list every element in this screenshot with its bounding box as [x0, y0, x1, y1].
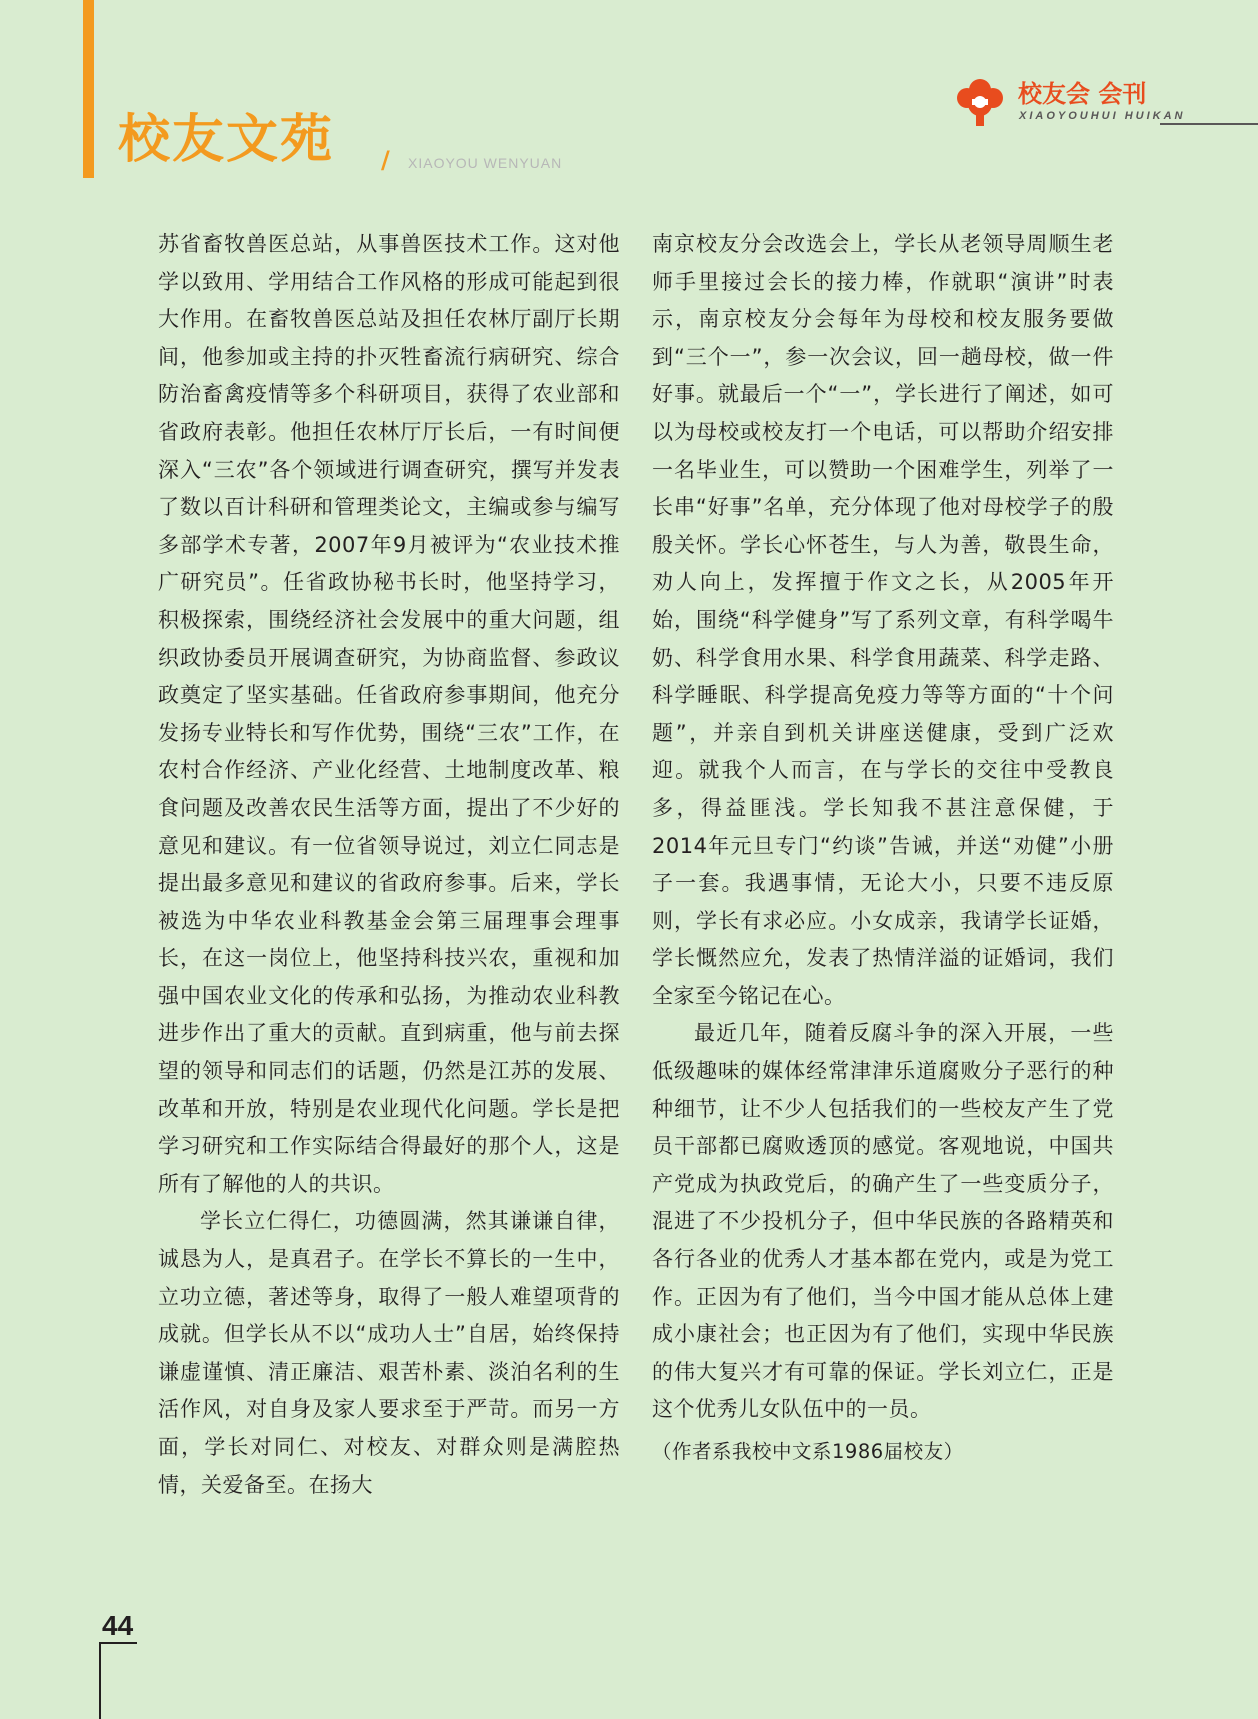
corner-mark [99, 1642, 137, 1644]
accent-bar [83, 0, 94, 178]
paragraph: 学长立仁得仁，功德圆满，然其谦谦自律，诚恳为人，是真君子。在学长不算长的一生中，立功立德，著述等身，取得了一般人难望项背的成就。但学长从不以“成功人士”自居，始终保持谦虚谨慎、清正廉洁、艰苦朴素、淡泊名利的生活作风，对自身及家人要求至于严苛。而另一方面，学长对同仁、对校友、对群众则是满腔热情，关爱备至。在扬大 [158, 1209, 620, 1497]
section-subtitle: XIAOYOU WENYUAN [408, 155, 563, 171]
title-slash: / [381, 146, 390, 174]
header-divider [1160, 123, 1258, 125]
article-column-left [158, 226, 620, 1504]
article-column-right [652, 226, 1114, 1471]
magazine-brand-subtitle: XIAOYOUHUI HUIKAN [1019, 110, 1186, 122]
author-signoff: （作者系我校中文系1986届校友） [652, 1440, 964, 1463]
section-title: 校友文苑 [118, 110, 335, 170]
paragraph: 南京校友分会改选会上，学长从老领导周顺生老师手里接过会长的接力棒，作就职“演讲”时表示，南京校友分会每年为母校和校友服务要做到“三个一”，参一次会议，回一趟母校，做一件好事。就最后一个“一”，学长进行了阐述，如可以为母校或校友打一个电话，可以帮助介绍安排一名毕业生，可以赞助一个困难学生，列举了一长串“好事”名单，充分体现了他对母校学子的殷殷关怀。学长心怀苍生，与人为善，敬畏生命，劝人向上，发挥擅于作文之长，从2005年开始，围绕“科学健身”写了系列文章，有科学喝牛奶、科学食用水果、科学食用蔬菜、科学走路、科学睡眠、科学提高免疫力等等方面的“十个问题”，并亲自到机关讲座送健康，受到广泛欢迎。就我个人而言，在与学长的交往中受教良多，得益匪浅。学长知我不甚注意保健，于2014年元旦专门“约谈”告诫，并送“劝健”小册子一套。我遇事情，无论大小，只要不违反原则，学长有求必应。小女成亲，我请学长证婚，学长慨然应允，发表了热情洋溢的证婚词，我们全家至今铭记在心。 [652, 232, 1114, 1008]
paragraph: 苏省畜牧兽医总站，从事兽医技术工作。这对他学以致用、学用结合工作风格的形成可能起到很大作用。在畜牧兽医总站及担任农林厅副厅长期间，他参加或主持的扑灭牲畜流行病研究、综合防治畜禽疫情等多个科研项目，获得了农业部和省政府表彰。他担任农林厅厅长后，一有时间便深入“三农”各个领域进行调查研究，撰写并发表了数以百计科研和管理类论文，主编或参与编写多部学术专著，2007年9月被评为“农业技术推广研究员”。任省政协秘书长时，他坚持学习，积极探索，围绕经济社会发展中的重大问题，组织政协委员开展调查研究，为协商监督、参政议政奠定了坚实基础。任省政府参事期间，他充分发扬专业特长和写作优势，围绕“三农”工作，在农村合作经济、产业化经营、土地制度改革、粮食问题及改善农民生活等方面，提出了不少好的意见和建议。有一位省领导说过，刘立仁同志是提出最多意见和建议的省政府参事。后来，学长被选为中华农业科教基金会第三届理事会理事长，在这一岗位上，他坚持科技兴农，重视和加强中国农业文化的传承和弘扬，为推动农业科教进步作出了重大的贡献。直到病重，他与前去探望的领导和同志们的话题，仍然是江苏的发展、改革和开放，特别是农业现代化问题。学长是把学习研究和工作实际结合得最好的那个人，这是所有了解他的人的共识。 [158, 232, 620, 1196]
page-number: 44 [102, 1610, 134, 1641]
corner-mark [99, 1642, 101, 1719]
school-emblem-icon [954, 78, 1006, 128]
paragraph: 最近几年，随着反腐斗争的深入开展，一些低级趣味的媒体经常津津乐道腐败分子恶行的种种细节，让不少人包括我们的一些校友产生了党员干部都已腐败透顶的感觉。客观地说，中国共产党成为执政党后，的确产生了一些变质分子，混进了不少投机分子，但中华民族的各路精英和各行各业的优秀人才基本都在党内，或是为党工作。正因为有了他们，当今中国才能从总体上建成小康社会；也正因为有了他们，实现中华民族的伟大复兴才有可靠的保证。学长刘立仁，正是这个优秀儿女队伍中的一员。 [652, 1021, 1114, 1422]
magazine-brand: 校友会 会刊 [1018, 80, 1147, 108]
